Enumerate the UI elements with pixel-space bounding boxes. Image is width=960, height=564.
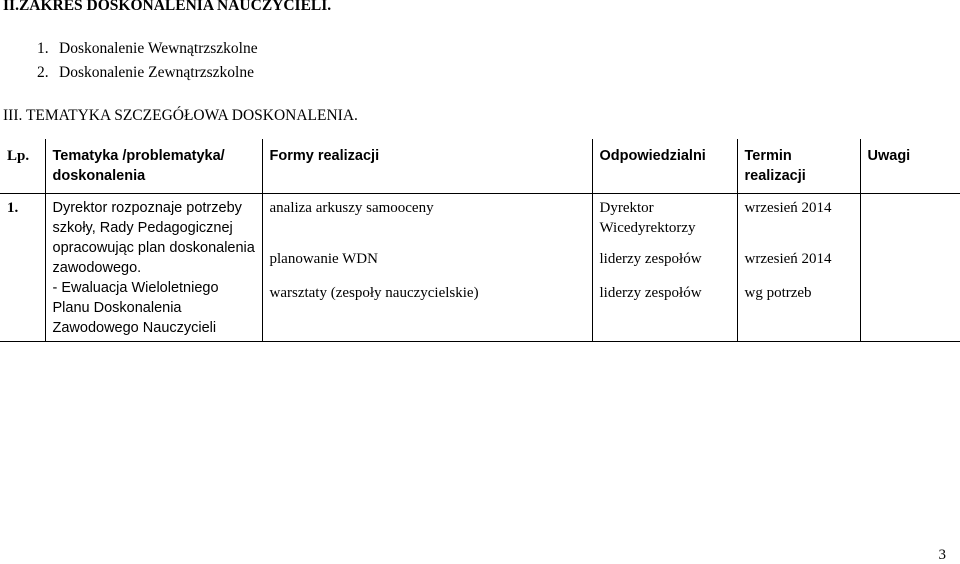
cell-uwagi bbox=[860, 194, 960, 342]
header-tematyka: Tematyka /problematyka/ doskonalenia bbox=[45, 139, 262, 194]
forma-item: warsztaty (zespoły nauczycielskie) bbox=[269, 285, 479, 301]
page-number: 3 bbox=[938, 547, 946, 563]
header-lp: Lp. bbox=[0, 139, 45, 194]
odpowiedzialni-item: liderzy zespołów bbox=[599, 285, 702, 301]
section-2-title: II.ZAKRES DOSKONALENIA NAUCZYCIELI. bbox=[3, 0, 332, 14]
table-header-row bbox=[0, 139, 960, 194]
cell-lp: 1. bbox=[0, 194, 45, 342]
cell-odpowiedzialni bbox=[592, 194, 737, 342]
tematyka-evaluation: - Ewaluacja Wieloletniego Planu Doskonalenia Zawodowego Nauczycieli bbox=[52, 280, 219, 336]
odpowiedzialni-item: liderzy zespołów bbox=[599, 251, 702, 267]
header-formy: Formy realizacji bbox=[262, 139, 592, 194]
header-termin: Termin realizacji bbox=[737, 139, 860, 194]
odpowiedzialni-item: Dyrektor bbox=[599, 200, 654, 216]
forma-item: planowanie WDN bbox=[269, 251, 378, 267]
header-odpowiedzialni: Odpowiedzialni bbox=[592, 139, 737, 194]
list-item bbox=[37, 40, 258, 58]
cell-termin bbox=[737, 194, 860, 342]
tematyka-description: Dyrektor rozpoznaje potrzeby szkoły, Rady Pedagogicznej opracowując plan doskonalenia zawodowego. bbox=[52, 200, 255, 276]
detailed-topics-table bbox=[0, 139, 960, 342]
list-item-label: Doskonalenie Zewnątrzszkolne bbox=[59, 64, 254, 81]
section-3-title: III. TEMATYKA SZCZEGÓŁOWA DOSKONALENIA. bbox=[3, 107, 358, 124]
termin-item: wg potrzeb bbox=[744, 285, 812, 301]
list-item-number: 2. bbox=[37, 64, 49, 81]
forma-item: analiza arkuszy samooceny bbox=[269, 200, 434, 216]
termin-item: wrzesień 2014 bbox=[744, 200, 832, 216]
header-uwagi: Uwagi bbox=[860, 139, 960, 194]
list-item-number: 1. bbox=[37, 40, 49, 57]
odpowiedzialni-item: Wicedyrektorzy bbox=[599, 220, 696, 236]
table-row bbox=[0, 194, 960, 342]
cell-formy bbox=[262, 194, 592, 342]
list-item-label: Doskonalenie Wewnątrzszkolne bbox=[59, 40, 258, 57]
cell-tematyka bbox=[45, 194, 262, 342]
list-item bbox=[37, 64, 254, 82]
termin-item: wrzesień 2014 bbox=[744, 251, 832, 267]
